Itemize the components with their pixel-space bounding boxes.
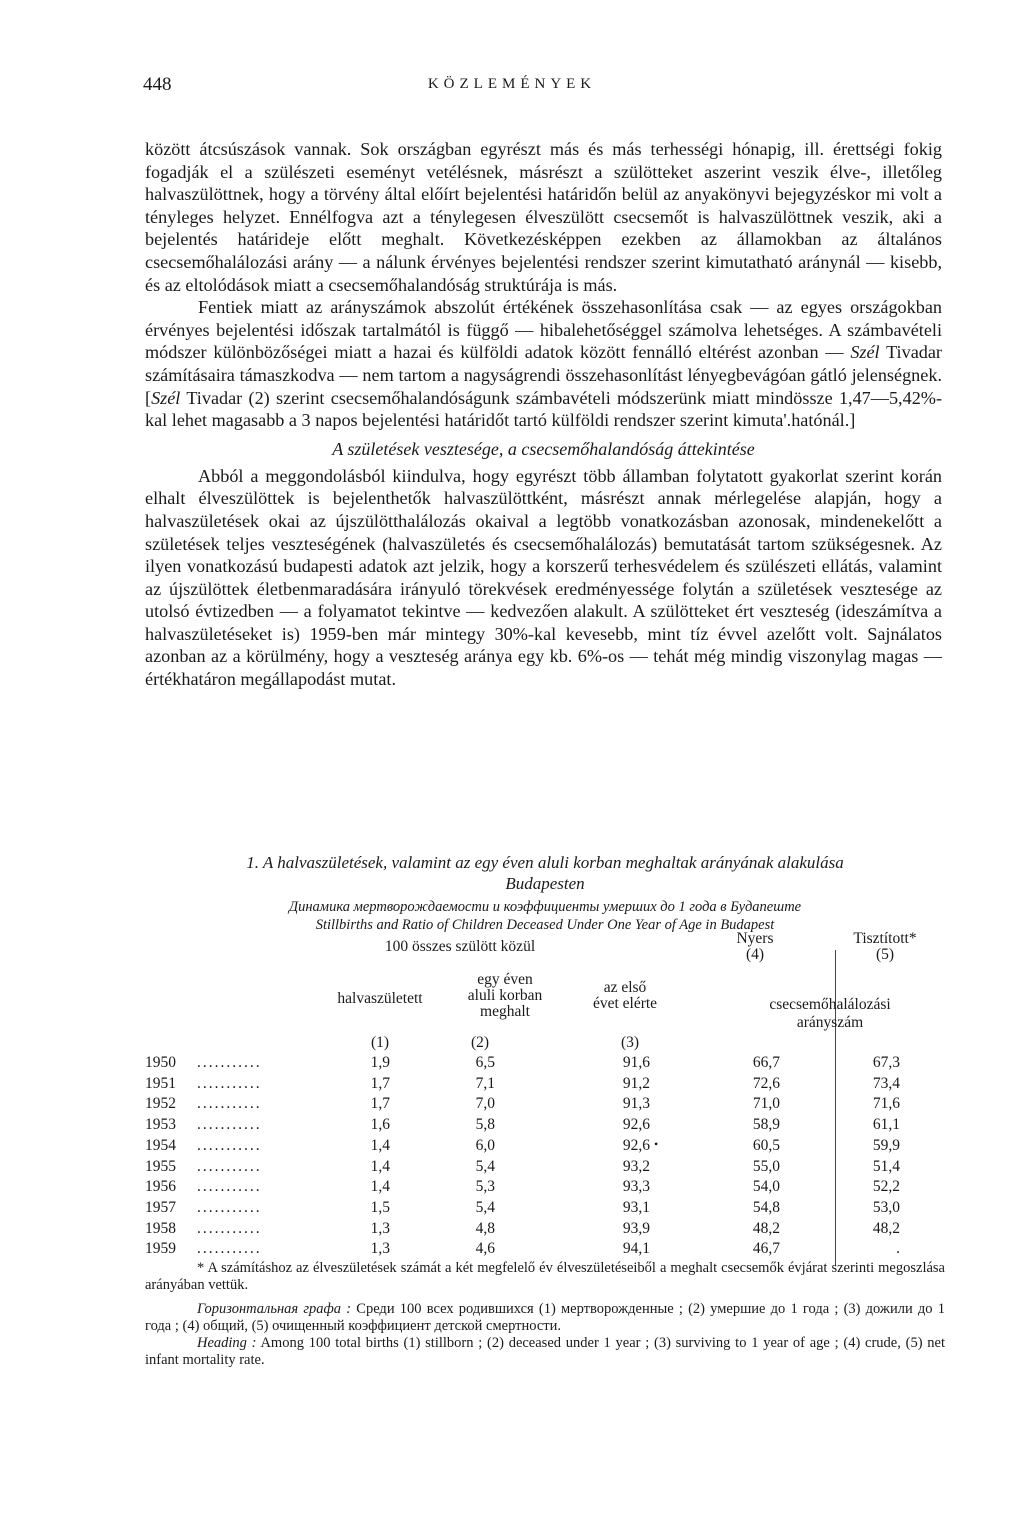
paragraph-1: között átcsúszások vannak. Sok országban egyrészt más és más terhességi hónapig, ill. érettségi fokig fogadják el a szülészeti eseményt vetélésnek, másrészt a szülötteket aszerint veszik élve-, illetőleg halvaszülöttnek, hogy a törvény által előírt bejelentési határidőn belül az anyakönyvi bejegyzéskor mi volt a tényleges helyzet. Ennélfogva azt a ténylegesen élveszülött csecsemőt is halvaszülöttnek veszik, aki a bejelentés határideje előtt meghalt. Következésképpen ezekben az államokban az általános csecsemőhalálozási arány — a nálunk érvényes bejelentési rendszer szerint kimutatható aránynál — kisebb, és az eltolódások miatt a csecsemőhalandóság struktúrája is más. [145,139,942,295]
surviving-cell: 92,6 [622,1116,650,1134]
section-title: A születések vesztesége, a csecsemőhalandóság áttekintése [332,438,755,459]
stillborn-cell: 1,9 [370,1054,390,1071]
table-row [145,1095,945,1115]
crude-rate-cell: 54,8 [752,1198,780,1216]
deceased-cell: 5,4 [475,1198,495,1216]
year-cell: 1958 [145,1219,176,1237]
year-cell: 1955 [145,1157,176,1175]
year-cell: 1959 [145,1240,176,1258]
leader-dots: ........... [197,1198,262,1216]
crude-rate-cell: 66,7 [752,1054,780,1071]
footnotes [145,1260,945,1369]
table-row [145,1054,945,1074]
net-rate-cell: 71,6 [872,1095,900,1113]
surviving-cell: 92,6 [622,1136,650,1154]
deceased-cell: 7,0 [475,1095,495,1113]
table-row [145,1199,945,1219]
crude-rate-cell: 54,0 [752,1178,780,1196]
surviving-cell: 93,9 [622,1219,650,1237]
author-name: Szél [151,387,181,408]
stillborn-cell: 1,7 [370,1074,390,1092]
year-cell: 1951 [145,1074,176,1092]
net-rate-cell: 53,0 [872,1198,900,1216]
deceased-cell: 6,0 [475,1136,495,1154]
table-row [145,1137,945,1157]
leader-dots: ........... [197,1095,262,1113]
running-header: KÖZLEMÉNYEK [427,76,597,92]
net-rate-cell: 48,2 [872,1219,900,1237]
group-header: 100 összes szülött közül [384,938,536,955]
col-header-stillborn: halvaszületett [337,990,423,1007]
net-rate-cell: . [896,1240,900,1258]
leader-dots: ........... [197,1157,262,1175]
year-cell: 1957 [145,1198,176,1216]
surviving-cell: 93,3 [622,1178,650,1196]
paragraph-3: Abból a meggondolásból kiindulva, hogy egyrészt több államban folytatott gyakorlat szerint korán elhalt élveszülöttek is bejelenthetők halvaszülöttként, másrészt annak mérlegelése alapján, hogy a halvaszületések okai az újszülötthalálozás okaival a legtöbb vonatkozásban azonosak, mindenekelőtt a születések teljes veszteségének (halvaszületés és csecsemőhalálozás) bemutatását tartom szükségesnek. Az ilyen vonatkozású budapesti adatok azt jelzik, hogy a korszerű terhesvédelem és szülészeti ellátás, valamint az újszülöttek életbenmaradására irányuló törekvések eredményessége folytán a születések vesztesége az utolsó évtizedben — a folyamatot tekintve — kedvezően alakult. A szülötteket ért veszteség (ideszámítva a halvaszületéseket is) 1959-ben már mintegy 30%-kal kevesebb, mint tíz évvel azelőtt volt. Sajnálatos azonban az a körülmény, hogy a veszteség aránya egy kb. 6%-os — tehát még mindig viszonylag magas — értékhatáron megállapodást mutat. [145,465,942,690]
leader-dots: ........... [197,1074,262,1092]
table-row [145,1158,945,1178]
caption-russian: Динамика мертворождаемости и коэффициенты умерших до 1 года в Будапеште [288,899,802,915]
paragraph-2: Fentiek miatt az arányszámok abszolút értékének összehasonlítása csak — az egyes országokban érvényes bejelentési időszak tartalmától is függő — hibalehetőséggel számolva lehetséges. A számbavételi módszer különbözőségei miatt a hazai és külföldi adatok között fennálló eltérést azonban — Szél Tivadar számításaira támaszkodva — nem tartom a nagyságrendi összehasonlítást lényegbevágóan gátló jelenségnek. [Szél Tivadar (2) szerint csecsemőhalandóságunk számbavételi módszerünk miatt mindössze 1,47—5,42%-kal lehet magasabb a 3 napos bejelentési határidőt tartó külföldi rendszer szerint kimuta'.hatónál.] [145,297,942,431]
deceased-cell: 7,1 [475,1074,495,1092]
page-number: 448 [143,74,172,95]
col-number-5: (5) [875,946,895,963]
net-rate-cell: 67,3 [872,1054,900,1071]
net-rate-cell: 51,4 [872,1157,900,1175]
deceased-cell: 6,5 [475,1054,495,1071]
leader-dots: ........... [197,1136,262,1154]
col-header-deceased: egy éven aluli korban meghalt [467,971,543,1020]
table-row [145,1178,945,1198]
crude-rate-cell: 46,7 [752,1240,780,1258]
table-row [145,1240,945,1260]
year-cell: 1954 [145,1136,176,1154]
leader-dots: ........... [197,1116,262,1134]
stillborn-cell: 1,4 [370,1157,390,1175]
year-cell: 1952 [145,1095,176,1113]
surviving-cell: 91,6 [622,1054,650,1071]
leader-dots: ........... [197,1219,262,1237]
surviving-cell: 93,1 [622,1198,650,1216]
deceased-cell: 5,3 [475,1178,495,1196]
data-table [145,930,945,1268]
surviving-cell: 93,2 [622,1157,650,1175]
crude-rate-cell: 55,0 [752,1157,780,1175]
deceased-cell: 4,8 [475,1219,495,1237]
crude-rate-cell: 48,2 [752,1219,780,1237]
deceased-cell: 5,8 [475,1116,495,1134]
table-row [145,1116,945,1136]
col-number-4: (4) [745,946,765,963]
deceased-cell: 4,6 [475,1240,495,1258]
crude-rate-cell: 58,9 [752,1116,780,1134]
body-text [145,138,942,691]
col-header-ratio: csecsemőhalálozási arányszám [769,996,891,1031]
year-cell: 1953 [145,1116,176,1134]
stillborn-cell: 1,4 [370,1136,390,1154]
crude-rate-cell: 72,6 [752,1074,780,1092]
col-header-net: Tisztított* [853,930,917,947]
footnote-english: Heading : Among 100 total births (1) stillborn ; (2) deceased under 1 year ; (3) surviving to 1 year of age ; (4) crude, (5) net infant mortality rate. [145,1335,945,1368]
leader-dots: ........... [197,1178,262,1196]
net-rate-cell: 61,1 [872,1116,900,1134]
table-caption [145,852,945,934]
caption-hungarian-line2: Budapesten [505,874,585,893]
leader-dots: ........... [197,1054,262,1071]
stillborn-cell: 1,3 [370,1240,390,1258]
stillborn-cell: 1,5 [370,1198,390,1216]
year-cell: 1956 [145,1178,176,1196]
surviving-cell: 91,2 [622,1074,650,1092]
crude-rate-cell: 60,5 [752,1136,780,1154]
caption-hungarian: 1. A halvaszületések, valamint az egy éven aluli korban meghaltak arányának alakulása [246,853,844,872]
marker-dot: • [654,1136,659,1151]
table-row [145,1220,945,1240]
col-header-surviving: az első évet elérte [592,979,658,1012]
net-rate-cell: 59,9 [872,1136,900,1154]
col-number-1: (1) [370,1034,390,1051]
stillborn-cell: 1,4 [370,1178,390,1196]
stillborn-cell: 1,7 [370,1095,390,1113]
col-number-3: (3) [620,1034,640,1051]
table-row [145,1075,945,1095]
net-rate-cell: 73,4 [872,1074,900,1092]
col-number-2: (2) [470,1034,490,1051]
stillborn-cell: 1,3 [370,1219,390,1237]
leader-dots: ........... [197,1240,262,1258]
footnote-star: * A számításhoz az élveszületések számát a két megfelelő év élveszületéseiből a meghalt csecsemők évjárat szerinti megoszlása arányában vettük. [145,1260,945,1293]
year-cell: 1950 [145,1054,176,1071]
footnote-russian: Горизонтальная графа : Среди 100 всех родившихся (1) мертворожденные ; (2) умершие до 1 года ; (3) дожили до 1 года ; (4) общий, (5) очищенный коэффициент детской смертности. [145,1301,945,1334]
surviving-cell: 94,1 [622,1240,650,1258]
stillborn-cell: 1,6 [370,1116,390,1134]
crude-rate-cell: 71,0 [752,1095,780,1113]
net-rate-cell: 52,2 [872,1178,900,1196]
col-header-crude: Nyers [736,930,774,947]
surviving-cell: 91,3 [622,1095,650,1113]
deceased-cell: 5,4 [475,1157,495,1175]
author-name: Szél [850,342,880,363]
caption-english: Stillbirths and Ratio of Children Deceased Under One Year of Age in Budapest [315,917,775,933]
